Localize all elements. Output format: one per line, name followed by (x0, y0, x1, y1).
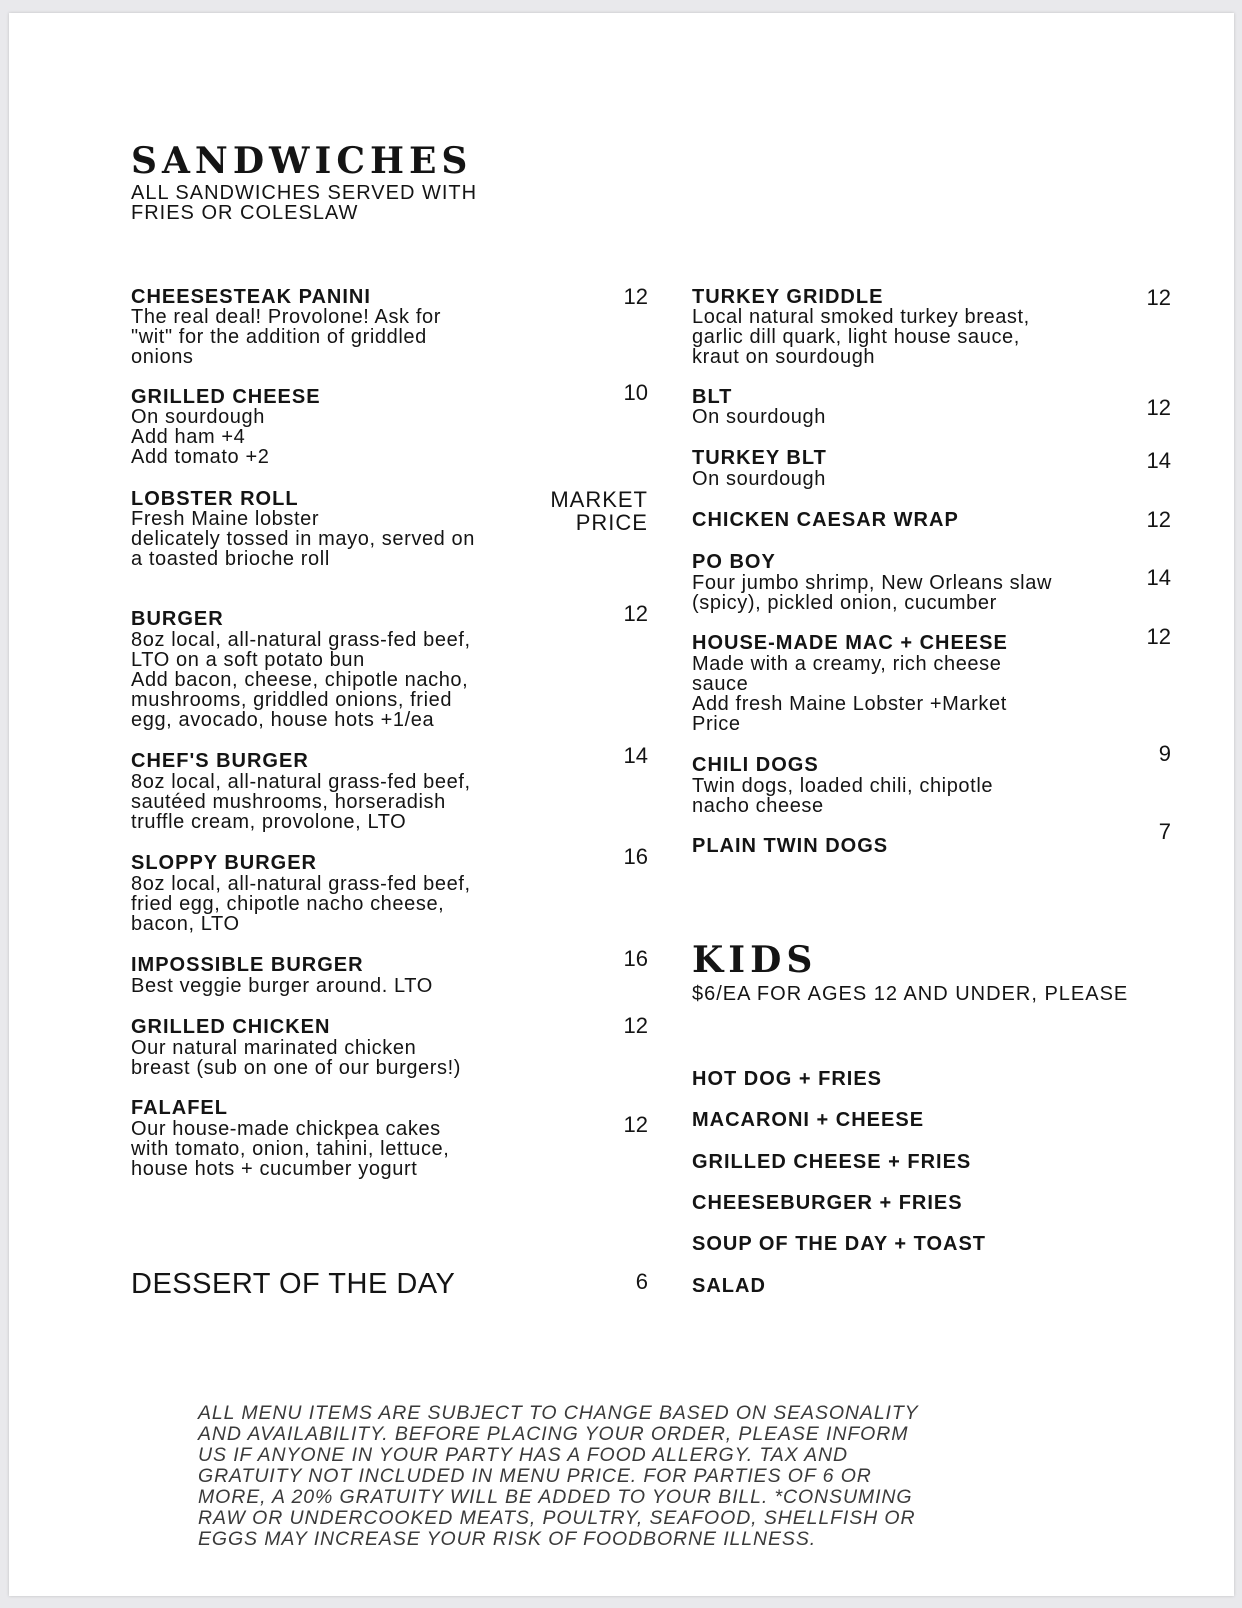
item-description: On sourdough (692, 468, 826, 490)
item-price: 12 (1146, 507, 1171, 532)
item-price: 10 (623, 380, 648, 405)
item-name: TURKEY BLT (692, 447, 827, 469)
item-description: Our house-made chickpea cakes with tomato, onion, tahini, lettuce, house hots + cucumber yogurt (131, 1118, 450, 1180)
item-name: CHILI DOGS (692, 754, 819, 776)
item-name: SLOPPY BURGER (131, 852, 317, 874)
item-name: CHEF'S BURGER (131, 750, 309, 772)
item-description: Our natural marinated chicken breast (sub on one of our burgers!) (131, 1037, 462, 1079)
item-name: TURKEY GRIDDLE (692, 286, 884, 308)
item-name: LOBSTER ROLL (131, 488, 299, 510)
item-price: 16 (623, 844, 648, 869)
list-item: CHEESEBURGER + FRIES (692, 1192, 963, 1214)
item-description: Best veggie burger around. LTO (131, 975, 433, 997)
item-name: FALAFEL (131, 1097, 228, 1119)
item-price: 7 (1158, 819, 1171, 844)
list-item: HOT DOG + FRIES (692, 1068, 883, 1090)
item-name: PLAIN TWIN DOGS (692, 835, 889, 857)
item-price: MARKET PRICE (550, 487, 648, 535)
item-name: BURGER (131, 608, 224, 630)
item-price: 16 (623, 946, 648, 971)
item-description: 8oz local, all-natural grass-fed beef, fried egg, chipotle nacho cheese, bacon, LTO (131, 873, 471, 935)
item-description: Twin dogs, loaded chili, chipotle nacho cheese (692, 775, 994, 817)
item-price: 14 (1146, 565, 1171, 590)
list-item: GRILLED CHEESE + FRIES (692, 1151, 972, 1173)
item-price: 12 (1146, 285, 1171, 310)
item-description: On sourdough (692, 406, 826, 428)
item-description: Four jumbo shrimp, New Orleans slaw (spicy), pickled onion, cucumber (692, 572, 1052, 614)
item-name: IMPOSSIBLE BURGER (131, 954, 364, 976)
sandwiches-title: SANDWICHES (131, 140, 473, 182)
item-price: 12 (623, 1013, 648, 1038)
list-item: MACARONI + CHEESE (692, 1109, 925, 1131)
item-price: 12 (623, 284, 648, 309)
item-price: 12 (623, 1112, 648, 1137)
item-description: Local natural smoked turkey breast, garlic dill quark, light house sauce, kraut on sourdough (692, 306, 1030, 368)
kids-title: KIDS (692, 939, 818, 981)
item-description: On sourdough Add ham +4 Add tomato +2 (131, 406, 270, 468)
item-name: HOUSE-MADE MAC + CHEESE (692, 632, 1008, 654)
disclaimer-text: ALL MENU ITEMS ARE SUBJECT TO CHANGE BASED ON SEASONALITY AND AVAILABILITY. BEFORE PLACING YOUR ORDER, PLEASE INFORM US IF ANYONE IN YOUR PARTY HAS A FOOD ALLERGY. TAX AND GRATUITY NOT INCLUDED IN MENU PRICE. FOR PARTIES OF 6 OR MORE, A 20% GRATUITY WILL BE ADDED TO YOUR BILL. *CONSUMING RAW OR UNDERCOOKED MEATS, POULTRY, SEAFOOD, SHELLFISH OR EGGS MAY INCREASE YOUR RISK OF FOODBORNE ILLNESS. (198, 1402, 919, 1550)
list-item: SALAD (692, 1275, 766, 1297)
item-name: CHEESESTEAK PANINI (131, 286, 371, 308)
kids-subtitle: $6/EA FOR AGES 12 AND UNDER, PLEASE (692, 983, 1129, 1005)
dessert-name: DESSERT OF THE DAY (131, 1268, 456, 1300)
item-name: GRILLED CHEESE (131, 386, 321, 408)
item-price: 9 (1158, 741, 1171, 766)
item-price: 12 (1146, 624, 1171, 649)
item-price: 14 (623, 743, 648, 768)
item-description: 8oz local, all-natural grass-fed beef, LTO on a soft potato bun Add bacon, cheese, chipotle nacho, mushrooms, griddled onions, fried egg, avocado, house hots +1/ea (131, 629, 471, 731)
item-name: GRILLED CHICKEN (131, 1016, 331, 1038)
item-price: 12 (623, 601, 648, 626)
item-name: CHICKEN CAESAR WRAP (692, 509, 959, 531)
item-description: 8oz local, all-natural grass-fed beef, sautéed mushrooms, horseradish truffle cream, provolone, LTO (131, 771, 471, 833)
item-description: The real deal! Provolone! Ask for "wit" for the addition of griddled onions (131, 306, 441, 368)
item-price: 12 (1146, 395, 1171, 420)
list-item: SOUP OF THE DAY + TOAST (692, 1233, 986, 1255)
dessert-price: 6 (635, 1269, 648, 1294)
item-description: Made with a creamy, rich cheese sauce Add fresh Maine Lobster +Market Price (692, 653, 1007, 735)
item-name: BLT (692, 386, 733, 408)
sandwiches-subtitle: ALL SANDWICHES SERVED WITH FRIES OR COLESLAW (131, 182, 478, 224)
item-price: 14 (1146, 448, 1171, 473)
item-name: PO BOY (692, 551, 776, 573)
item-description: Fresh Maine lobster delicately tossed in mayo, served on a toasted brioche roll (131, 508, 475, 570)
